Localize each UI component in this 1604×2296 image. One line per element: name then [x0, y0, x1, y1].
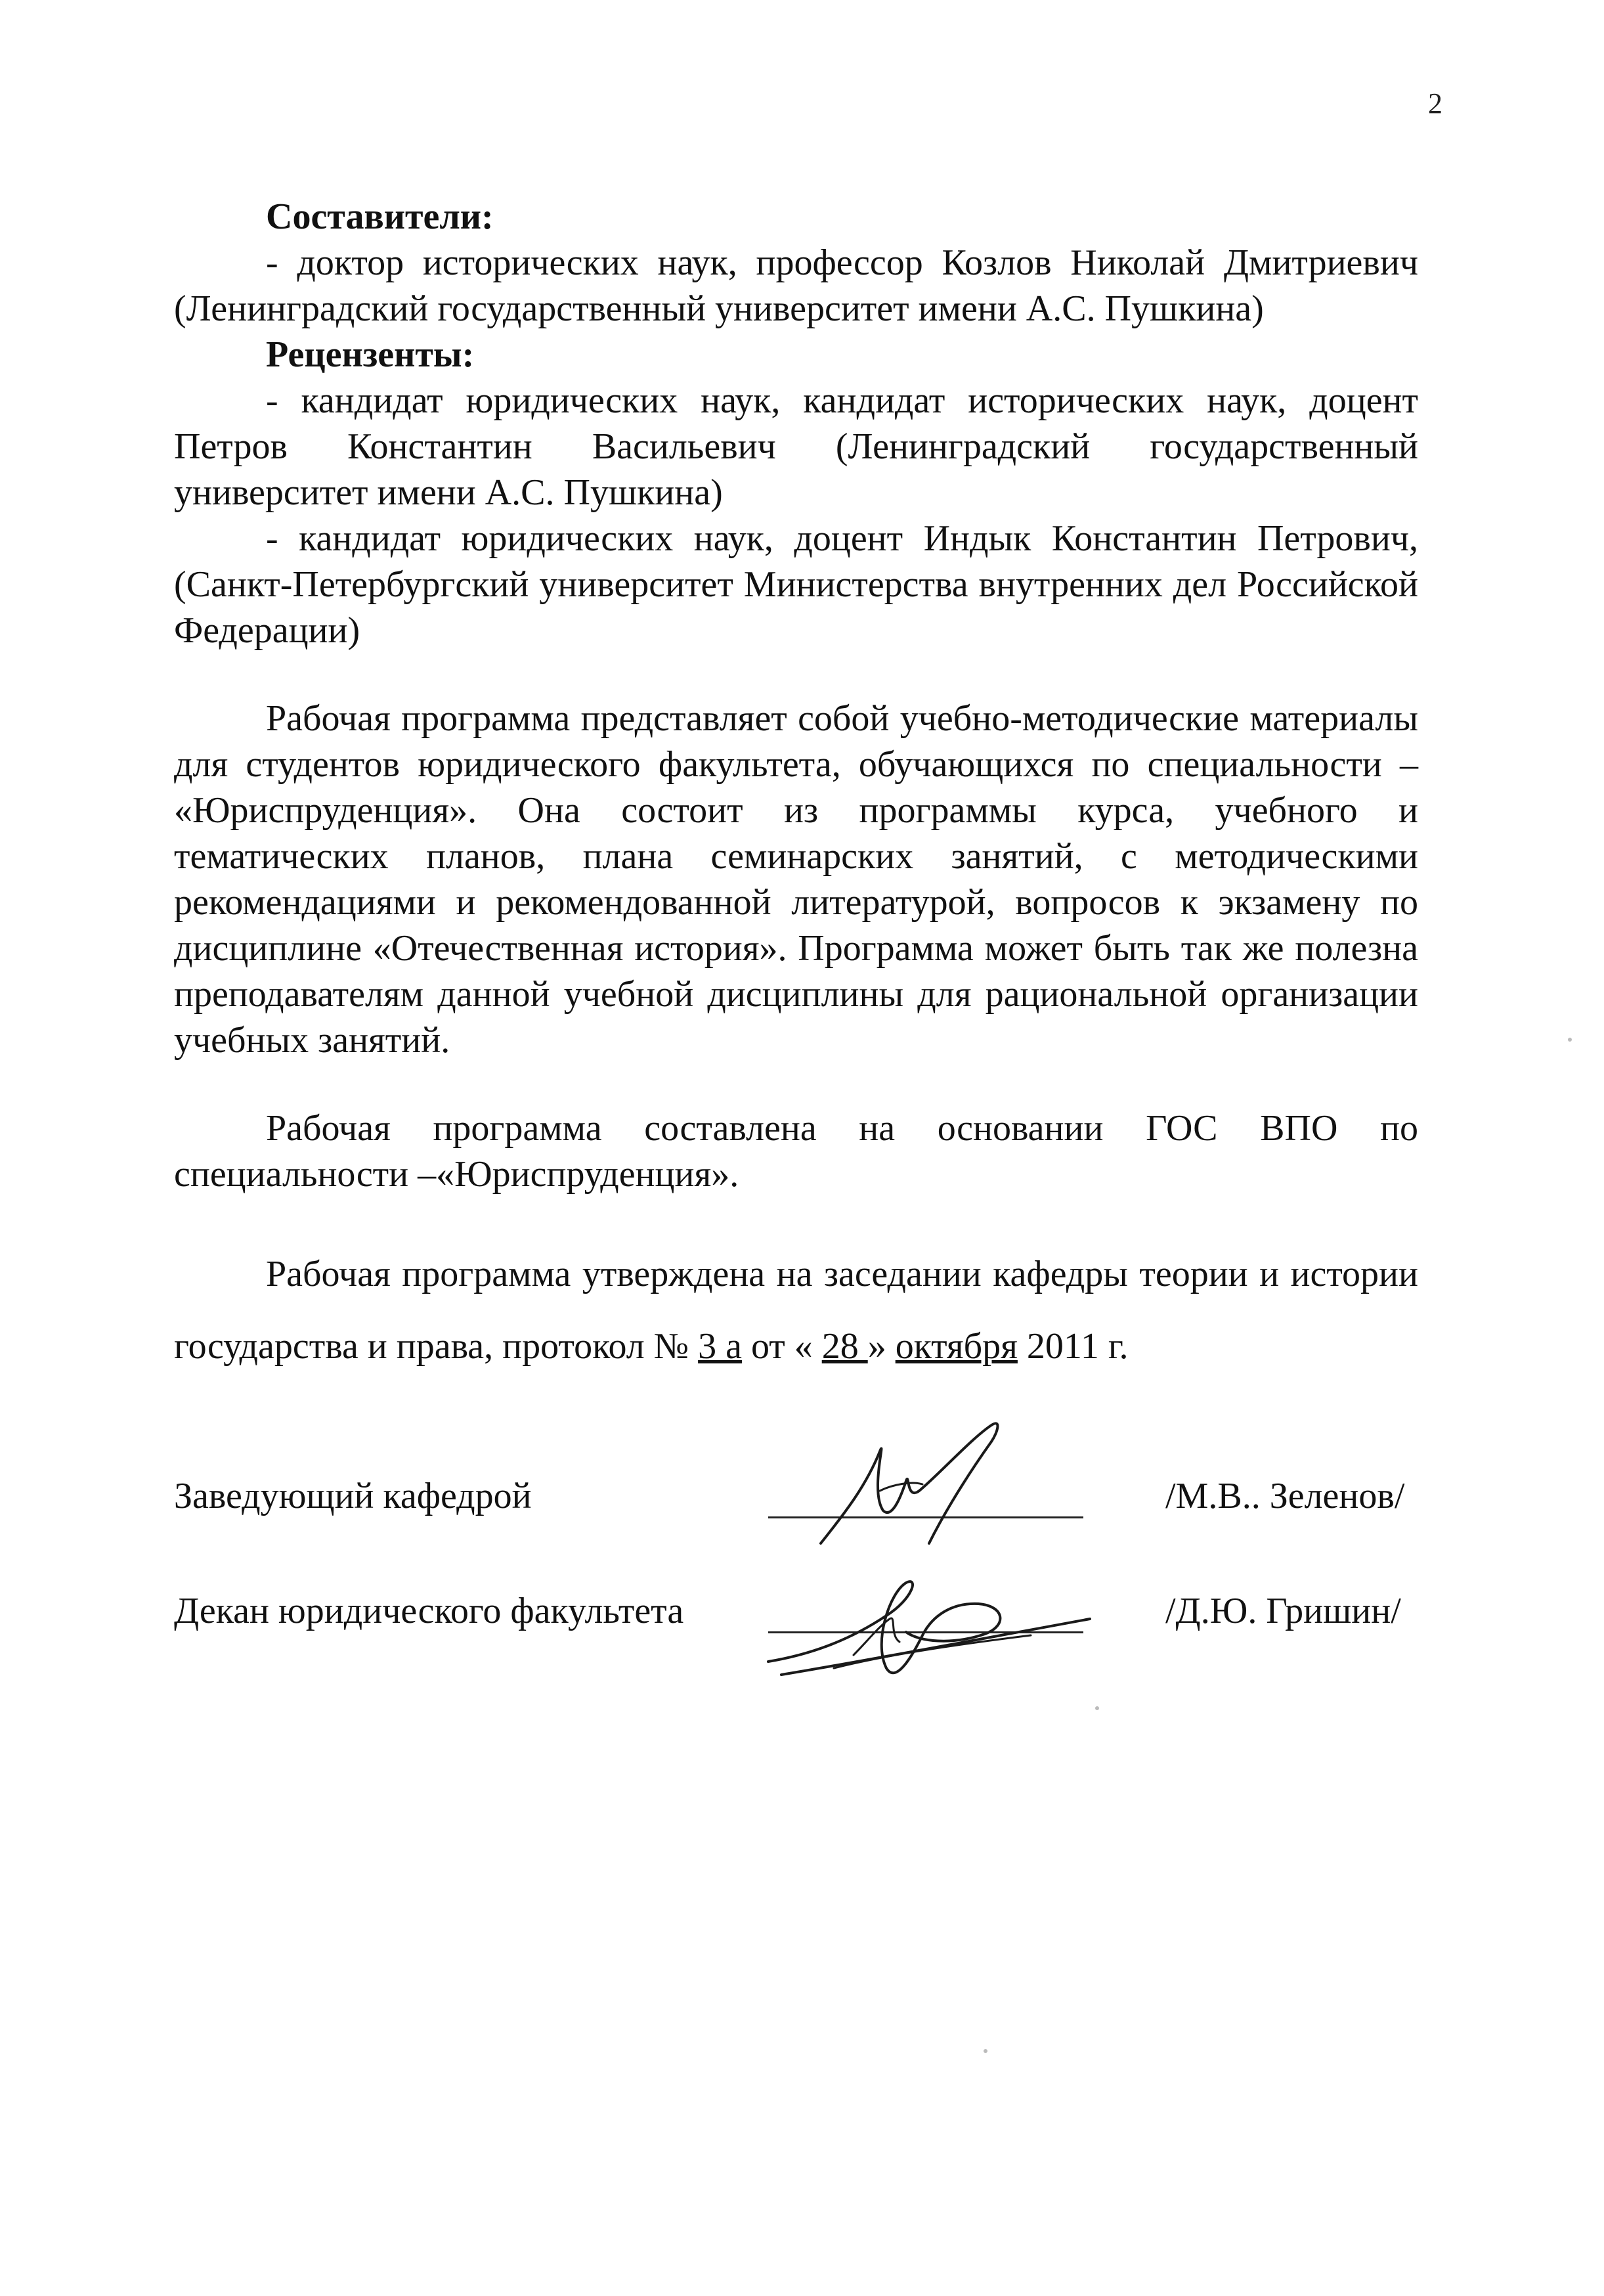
description-paragraph: Рабочая программа представляет собой учебно-методические материалы для студентов юридического факультета, обучающихся по специальности – «Юриспруденция». Она состоит из программы курса, учебного и тематических планов, плана семинарских занятий, с методическими рекомендациями и рекомендованной литературой, вопросов к экзамену по дисциплине «Отечественная история». Программа может быть так же полезна преподавателям данной учебной дисциплины для рациональной организации учебных занятий.: [174, 698, 1418, 1061]
spacer: [174, 653, 1418, 695]
scan-speck: [1568, 1038, 1572, 1042]
signature-row-head: [174, 1445, 1418, 1537]
approval-month: октября: [895, 1326, 1018, 1367]
signature-role: Декан юридического факультета: [174, 1591, 684, 1631]
approval-day: 28: [821, 1326, 868, 1367]
spacer: [174, 1197, 1418, 1238]
compilers-heading: Составители:: [266, 196, 494, 237]
signature-name: /М.В.. Зеленов/: [1165, 1476, 1405, 1516]
reviewer-item: - кандидат юридических наук, доцент Индык Константин Петрович, (Санкт-Петербургский университет Министерства внутренних дел Российской Федерации): [174, 518, 1418, 651]
reviewers-heading: Рецензенты:: [266, 334, 475, 375]
approval-text-quote: »: [867, 1326, 896, 1367]
approval-text: Рабочая программа утверждена на заседании кафедры теории и истории государства и права, протокол №: [174, 1254, 1418, 1367]
signature-grishin-icon: [755, 1563, 1103, 1694]
scan-speck: [1095, 1706, 1099, 1710]
approval-paragraph: [174, 1238, 1418, 1382]
compiler-item: - доктор исторических наук, профессор Козлов Николай Дмитриевич (Ленинградский государственный университет имени А.С. Пушкина): [174, 242, 1418, 329]
page-number: 2: [1428, 87, 1442, 120]
signature-role: Заведующий кафедрой: [174, 1476, 532, 1516]
document-body: [174, 194, 1418, 1382]
signature-name: /Д.Ю. Гришин/: [1165, 1591, 1401, 1631]
approval-year: 2011 г.: [1017, 1326, 1129, 1367]
spacer: [174, 1063, 1418, 1105]
approval-text-from: от «: [741, 1326, 822, 1367]
basis-paragraph: Рабочая программа составлена на основании ГОС ВПО по специальности –«Юриспруденция».: [174, 1108, 1418, 1195]
scan-speck: [984, 2049, 987, 2053]
reviewer-item: - кандидат юридических наук, кандидат исторических наук, доцент Петров Константин Васильевич (Ленинградский государственный университет имени А.С. Пушкина): [174, 380, 1418, 513]
protocol-number: 3 а: [698, 1326, 742, 1367]
signature-zelenov-icon: [808, 1412, 1024, 1556]
